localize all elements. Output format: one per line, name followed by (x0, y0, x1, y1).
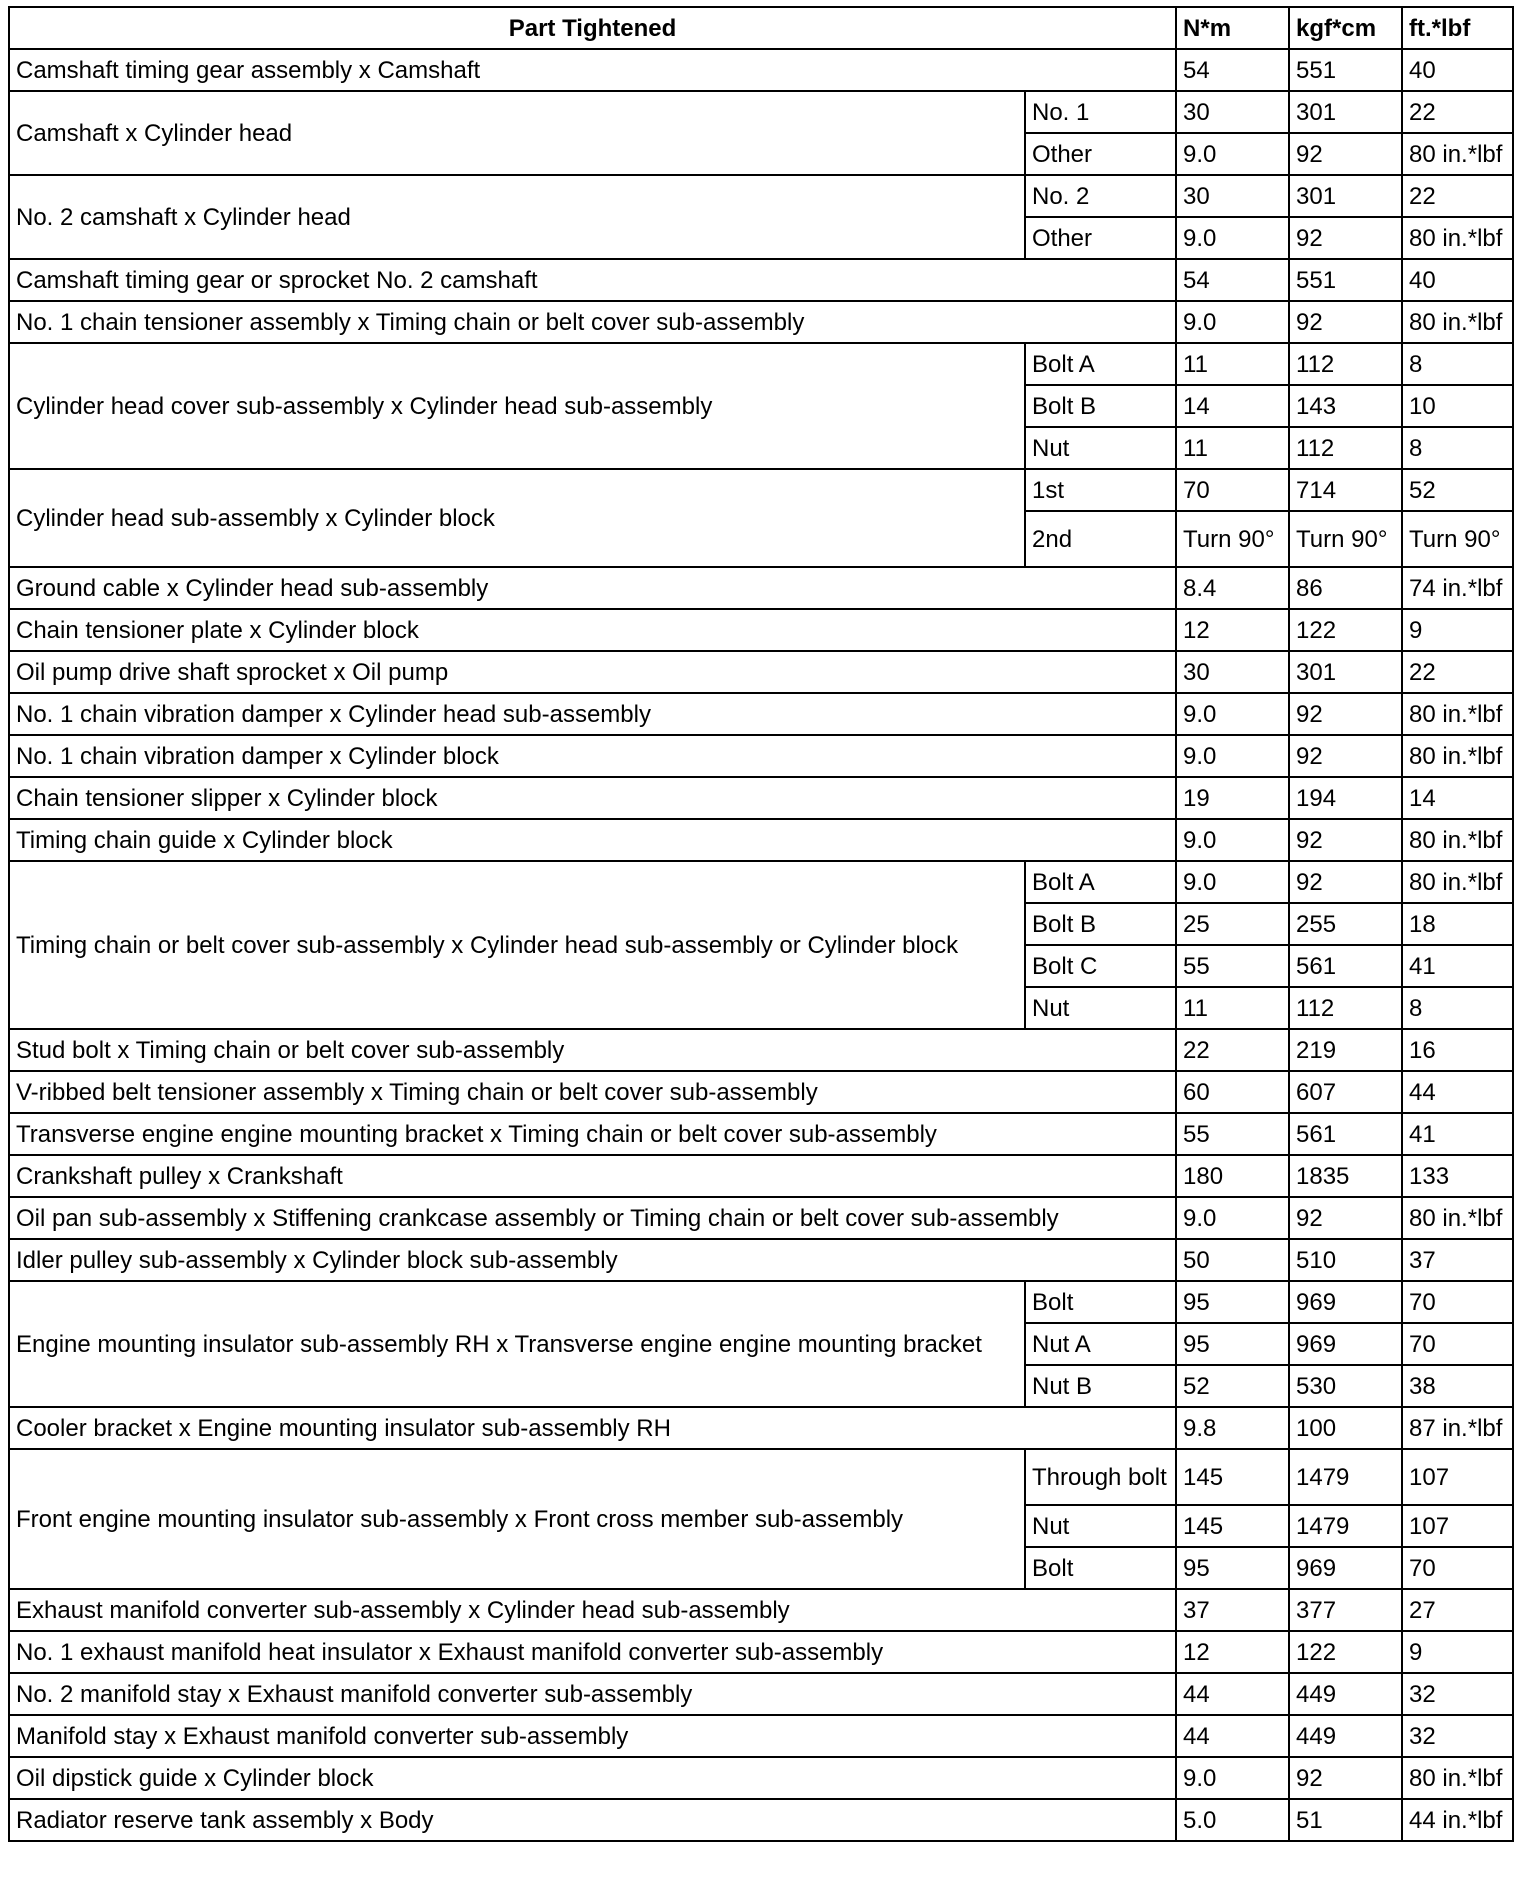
kgfcm-cell: Turn 90° (1289, 511, 1402, 567)
sub-part-cell: Nut (1025, 1505, 1176, 1547)
nm-cell: 9.0 (1176, 1757, 1289, 1799)
kgfcm-cell: 112 (1289, 343, 1402, 385)
part-cell: Timing chain or belt cover sub-assembly x Cylinder head sub-assembly or Cylinder block (9, 861, 1025, 1029)
sub-part-cell: 1st (1025, 469, 1176, 511)
sub-part-cell: Bolt (1025, 1547, 1176, 1589)
nm-cell: 9.0 (1176, 217, 1289, 259)
kgfcm-cell: 122 (1289, 609, 1402, 651)
part-cell: V-ribbed belt tensioner assembly x Timing chain or belt cover sub-assembly (9, 1071, 1176, 1113)
part-cell: Camshaft x Cylinder head (9, 91, 1025, 175)
table-row (9, 1281, 1513, 1323)
nm-cell: 54 (1176, 259, 1289, 301)
sub-part-cell: Through bolt (1025, 1449, 1176, 1505)
nm-cell: 9.0 (1176, 301, 1289, 343)
kgfcm-cell: 255 (1289, 903, 1402, 945)
part-cell: Oil pump drive shaft sprocket x Oil pump (9, 651, 1176, 693)
kgfcm-cell: 510 (1289, 1239, 1402, 1281)
sub-part-cell: Bolt A (1025, 861, 1176, 903)
kgfcm-cell: 112 (1289, 987, 1402, 1029)
ftlbf-cell: 16 (1402, 1029, 1513, 1071)
kgfcm-cell: 551 (1289, 259, 1402, 301)
table-row (9, 343, 1513, 385)
kgfcm-cell: 86 (1289, 567, 1402, 609)
nm-cell: 60 (1176, 1071, 1289, 1113)
kgfcm-cell: 301 (1289, 651, 1402, 693)
ftlbf-cell: 9 (1402, 609, 1513, 651)
table-row (9, 1631, 1513, 1673)
part-cell: Stud bolt x Timing chain or belt cover sub-assembly (9, 1029, 1176, 1071)
table-row (9, 301, 1513, 343)
kgfcm-cell: 607 (1289, 1071, 1402, 1113)
kgfcm-cell: 969 (1289, 1547, 1402, 1589)
sub-part-cell: Nut (1025, 427, 1176, 469)
ftlbf-cell: 107 (1402, 1505, 1513, 1547)
sub-part-cell: Other (1025, 133, 1176, 175)
nm-cell: 11 (1176, 427, 1289, 469)
sub-part-cell: Bolt B (1025, 903, 1176, 945)
kgfcm-cell: 100 (1289, 1407, 1402, 1449)
nm-cell: 55 (1176, 945, 1289, 987)
kgfcm-cell: 1479 (1289, 1449, 1402, 1505)
table-row (9, 1029, 1513, 1071)
nm-cell: 180 (1176, 1155, 1289, 1197)
kgfcm-cell: 301 (1289, 175, 1402, 217)
part-cell: Cylinder head cover sub-assembly x Cylinder head sub-assembly (9, 343, 1025, 469)
part-cell: Chain tensioner plate x Cylinder block (9, 609, 1176, 651)
ftlbf-cell: 80 in.*lbf (1402, 693, 1513, 735)
part-cell: Cooler bracket x Engine mounting insulator sub-assembly RH (9, 1407, 1176, 1449)
ftlbf-cell: 70 (1402, 1281, 1513, 1323)
ftlbf-cell: 74 in.*lbf (1402, 567, 1513, 609)
ftlbf-cell: Turn 90° (1402, 511, 1513, 567)
sub-part-cell: Bolt C (1025, 945, 1176, 987)
nm-cell: 12 (1176, 609, 1289, 651)
nm-cell: 70 (1176, 469, 1289, 511)
ftlbf-cell: 44 in.*lbf (1402, 1799, 1513, 1841)
ftlbf-cell: 14 (1402, 777, 1513, 819)
ftlbf-cell: 70 (1402, 1323, 1513, 1365)
nm-cell: 44 (1176, 1673, 1289, 1715)
table-row (9, 735, 1513, 777)
part-cell: Timing chain guide x Cylinder block (9, 819, 1176, 861)
ftlbf-cell: 107 (1402, 1449, 1513, 1505)
kgfcm-cell: 1479 (1289, 1505, 1402, 1547)
ftlbf-cell: 87 in.*lbf (1402, 1407, 1513, 1449)
header-part-tightened: Part Tightened (9, 7, 1176, 49)
ftlbf-cell: 8 (1402, 427, 1513, 469)
nm-cell: 52 (1176, 1365, 1289, 1407)
nm-cell: 44 (1176, 1715, 1289, 1757)
ftlbf-cell: 18 (1402, 903, 1513, 945)
ftlbf-cell: 38 (1402, 1365, 1513, 1407)
table-row (9, 567, 1513, 609)
sub-part-cell: Nut B (1025, 1365, 1176, 1407)
nm-cell: 30 (1176, 175, 1289, 217)
table-row (9, 1155, 1513, 1197)
table-row (9, 1071, 1513, 1113)
nm-cell: 9.8 (1176, 1407, 1289, 1449)
kgfcm-cell: 92 (1289, 217, 1402, 259)
table-row (9, 1757, 1513, 1799)
nm-cell: 14 (1176, 385, 1289, 427)
header-kgfcm: kgf*cm (1289, 7, 1402, 49)
kgfcm-cell: 551 (1289, 49, 1402, 91)
table-row (9, 609, 1513, 651)
part-cell: No. 2 manifold stay x Exhaust manifold converter sub-assembly (9, 1673, 1176, 1715)
nm-cell: 25 (1176, 903, 1289, 945)
nm-cell: 9.0 (1176, 819, 1289, 861)
table-row (9, 1715, 1513, 1757)
ftlbf-cell: 22 (1402, 651, 1513, 693)
table-row (9, 693, 1513, 735)
kgfcm-cell: 219 (1289, 1029, 1402, 1071)
part-cell: Camshaft timing gear assembly x Camshaft (9, 49, 1176, 91)
table-row (9, 1673, 1513, 1715)
kgfcm-cell: 92 (1289, 133, 1402, 175)
kgfcm-cell: 92 (1289, 735, 1402, 777)
nm-cell: 9.0 (1176, 1197, 1289, 1239)
ftlbf-cell: 22 (1402, 91, 1513, 133)
nm-cell: 55 (1176, 1113, 1289, 1155)
torque-table (8, 6, 1514, 1842)
sub-part-cell: No. 2 (1025, 175, 1176, 217)
kgfcm-cell: 969 (1289, 1323, 1402, 1365)
part-cell: Engine mounting insulator sub-assembly RH x Transverse engine engine mounting bracket (9, 1281, 1025, 1407)
part-cell: Transverse engine engine mounting bracket x Timing chain or belt cover sub-assembly (9, 1113, 1176, 1155)
part-cell: No. 2 camshaft x Cylinder head (9, 175, 1025, 259)
sub-part-cell: Bolt (1025, 1281, 1176, 1323)
sub-part-cell: No. 1 (1025, 91, 1176, 133)
kgfcm-cell: 561 (1289, 945, 1402, 987)
part-cell: No. 1 chain vibration damper x Cylinder block (9, 735, 1176, 777)
sub-part-cell: 2nd (1025, 511, 1176, 567)
table-row (9, 1197, 1513, 1239)
kgfcm-cell: 449 (1289, 1673, 1402, 1715)
ftlbf-cell: 41 (1402, 1113, 1513, 1155)
ftlbf-cell: 80 in.*lbf (1402, 735, 1513, 777)
sub-part-cell: Other (1025, 217, 1176, 259)
kgfcm-cell: 194 (1289, 777, 1402, 819)
kgfcm-cell: 530 (1289, 1365, 1402, 1407)
kgfcm-cell: 92 (1289, 693, 1402, 735)
table-row (9, 259, 1513, 301)
nm-cell: 11 (1176, 343, 1289, 385)
part-cell: Oil dipstick guide x Cylinder block (9, 1757, 1176, 1799)
nm-cell: 37 (1176, 1589, 1289, 1631)
part-cell: Exhaust manifold converter sub-assembly x Cylinder head sub-assembly (9, 1589, 1176, 1631)
kgfcm-cell: 377 (1289, 1589, 1402, 1631)
sub-part-cell: Nut A (1025, 1323, 1176, 1365)
ftlbf-cell: 22 (1402, 175, 1513, 217)
sub-part-cell: Nut (1025, 987, 1176, 1029)
ftlbf-cell: 41 (1402, 945, 1513, 987)
kgfcm-cell: 143 (1289, 385, 1402, 427)
ftlbf-cell: 9 (1402, 1631, 1513, 1673)
header-ftlbf: ft.*lbf (1402, 7, 1513, 49)
kgfcm-cell: 122 (1289, 1631, 1402, 1673)
part-cell: Oil pan sub-assembly x Stiffening crankcase assembly or Timing chain or belt cover sub-assembly (9, 1197, 1176, 1239)
ftlbf-cell: 80 in.*lbf (1402, 301, 1513, 343)
table-row (9, 1799, 1513, 1841)
nm-cell: 145 (1176, 1449, 1289, 1505)
kgfcm-cell: 112 (1289, 427, 1402, 469)
nm-cell: 145 (1176, 1505, 1289, 1547)
ftlbf-cell: 32 (1402, 1715, 1513, 1757)
table-row (9, 1449, 1513, 1505)
part-cell: Idler pulley sub-assembly x Cylinder block sub-assembly (9, 1239, 1176, 1281)
ftlbf-cell: 80 in.*lbf (1402, 1757, 1513, 1799)
table-row (9, 469, 1513, 511)
kgfcm-cell: 92 (1289, 301, 1402, 343)
table-row (9, 819, 1513, 861)
ftlbf-cell: 44 (1402, 1071, 1513, 1113)
table-row (9, 49, 1513, 91)
ftlbf-cell: 80 in.*lbf (1402, 133, 1513, 175)
ftlbf-cell: 80 in.*lbf (1402, 1197, 1513, 1239)
kgfcm-cell: 51 (1289, 1799, 1402, 1841)
ftlbf-cell: 40 (1402, 49, 1513, 91)
ftlbf-cell: 80 in.*lbf (1402, 861, 1513, 903)
ftlbf-cell: 8 (1402, 987, 1513, 1029)
nm-cell: 19 (1176, 777, 1289, 819)
part-cell: Ground cable x Cylinder head sub-assembly (9, 567, 1176, 609)
header-row (9, 7, 1513, 49)
nm-cell: Turn 90° (1176, 511, 1289, 567)
nm-cell: 11 (1176, 987, 1289, 1029)
ftlbf-cell: 27 (1402, 1589, 1513, 1631)
nm-cell: 8.4 (1176, 567, 1289, 609)
nm-cell: 9.0 (1176, 133, 1289, 175)
nm-cell: 30 (1176, 91, 1289, 133)
ftlbf-cell: 37 (1402, 1239, 1513, 1281)
ftlbf-cell: 133 (1402, 1155, 1513, 1197)
table-row (9, 651, 1513, 693)
part-cell: Front engine mounting insulator sub-assembly x Front cross member sub-assembly (9, 1449, 1025, 1589)
part-cell: No. 1 exhaust manifold heat insulator x Exhaust manifold converter sub-assembly (9, 1631, 1176, 1673)
ftlbf-cell: 52 (1402, 469, 1513, 511)
kgfcm-cell: 714 (1289, 469, 1402, 511)
nm-cell: 22 (1176, 1029, 1289, 1071)
ftlbf-cell: 80 in.*lbf (1402, 217, 1513, 259)
nm-cell: 9.0 (1176, 861, 1289, 903)
table-row (9, 1239, 1513, 1281)
nm-cell: 95 (1176, 1547, 1289, 1589)
table-row (9, 1589, 1513, 1631)
ftlbf-cell: 70 (1402, 1547, 1513, 1589)
nm-cell: 12 (1176, 1631, 1289, 1673)
part-cell: Camshaft timing gear or sprocket No. 2 camshaft (9, 259, 1176, 301)
nm-cell: 30 (1176, 651, 1289, 693)
ftlbf-cell: 10 (1402, 385, 1513, 427)
ftlbf-cell: 40 (1402, 259, 1513, 301)
part-cell: No. 1 chain vibration damper x Cylinder head sub-assembly (9, 693, 1176, 735)
sub-part-cell: Bolt A (1025, 343, 1176, 385)
sub-part-cell: Bolt B (1025, 385, 1176, 427)
kgfcm-cell: 1835 (1289, 1155, 1402, 1197)
table-row (9, 861, 1513, 903)
part-cell: Chain tensioner slipper x Cylinder block (9, 777, 1176, 819)
nm-cell: 95 (1176, 1323, 1289, 1365)
nm-cell: 9.0 (1176, 735, 1289, 777)
table-row (9, 1113, 1513, 1155)
table-row (9, 91, 1513, 133)
nm-cell: 50 (1176, 1239, 1289, 1281)
kgfcm-cell: 92 (1289, 819, 1402, 861)
kgfcm-cell: 969 (1289, 1281, 1402, 1323)
header-nm: N*m (1176, 7, 1289, 49)
torque-table-body (9, 49, 1513, 1841)
kgfcm-cell: 301 (1289, 91, 1402, 133)
ftlbf-cell: 8 (1402, 343, 1513, 385)
table-row (9, 175, 1513, 217)
table-row (9, 777, 1513, 819)
part-cell: No. 1 chain tensioner assembly x Timing chain or belt cover sub-assembly (9, 301, 1176, 343)
part-cell: Radiator reserve tank assembly x Body (9, 1799, 1176, 1841)
kgfcm-cell: 92 (1289, 861, 1402, 903)
kgfcm-cell: 92 (1289, 1757, 1402, 1799)
nm-cell: 95 (1176, 1281, 1289, 1323)
ftlbf-cell: 32 (1402, 1673, 1513, 1715)
nm-cell: 5.0 (1176, 1799, 1289, 1841)
nm-cell: 54 (1176, 49, 1289, 91)
nm-cell: 9.0 (1176, 693, 1289, 735)
part-cell: Manifold stay x Exhaust manifold converter sub-assembly (9, 1715, 1176, 1757)
kgfcm-cell: 92 (1289, 1197, 1402, 1239)
kgfcm-cell: 449 (1289, 1715, 1402, 1757)
part-cell: Crankshaft pulley x Crankshaft (9, 1155, 1176, 1197)
part-cell: Cylinder head sub-assembly x Cylinder block (9, 469, 1025, 567)
kgfcm-cell: 561 (1289, 1113, 1402, 1155)
ftlbf-cell: 80 in.*lbf (1402, 819, 1513, 861)
table-row (9, 1407, 1513, 1449)
